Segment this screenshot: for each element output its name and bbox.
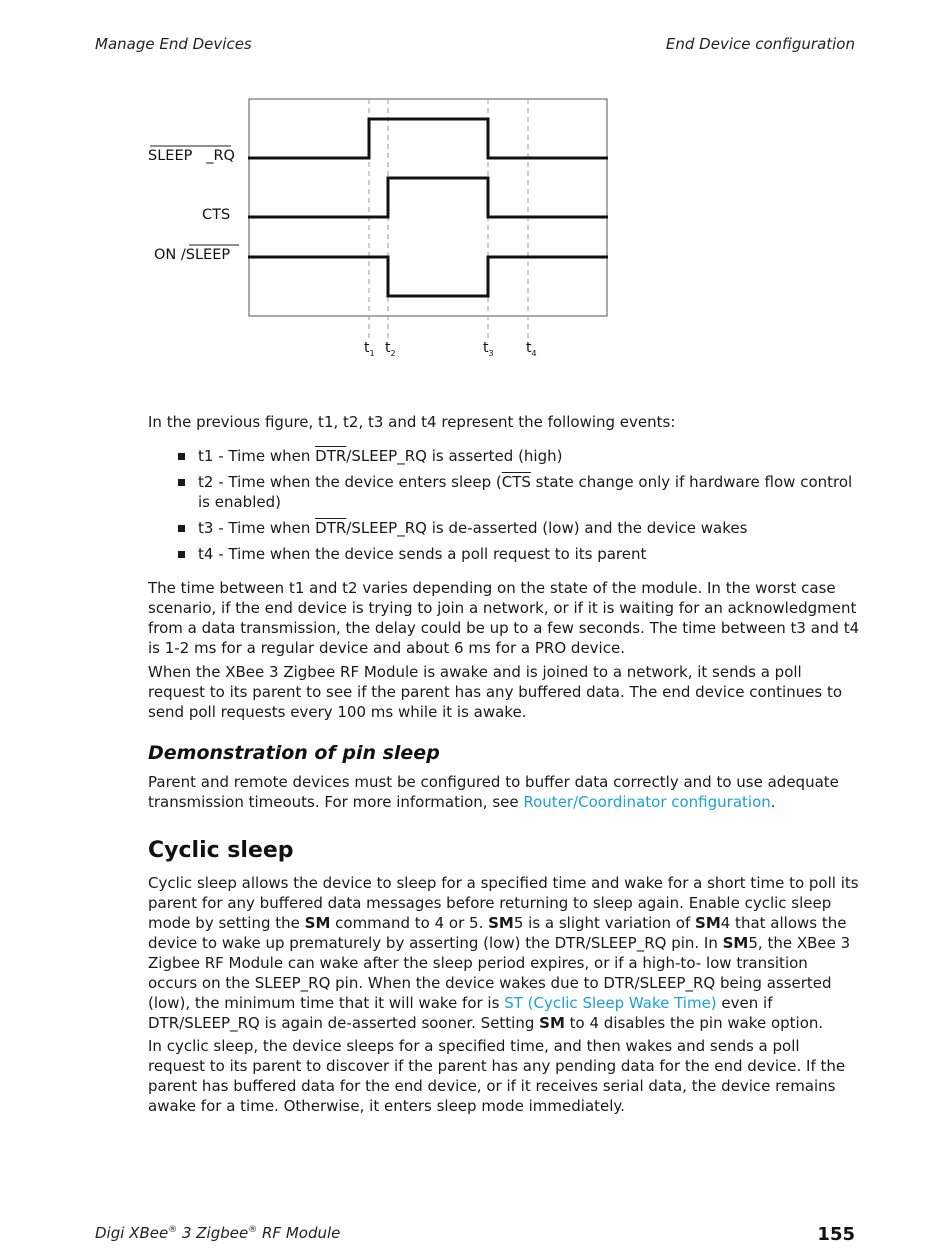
events-intro: In the previous figure, t1, t2, t3 and t4 represent the following events:	[148, 413, 676, 431]
signal-label-sleep-rq: SLEEP _RQ	[148, 148, 235, 164]
timing-explanation-paragraph: The time between t1 and t2 varies depending on the state of the module. In the worst case scenario, if the end device is trying to join a network, or if it is waiting for an acknowledgment from a data transmission, the delay could be up to a few seconds. The time between t3 and t4 is 1-2 ms for a regular device and about 6 ms for a PRO device.	[148, 579, 860, 657]
signal-label-cts: CTS	[202, 207, 231, 223]
waveform-on-sleep	[248, 257, 608, 296]
list-item: t1 - Time when $\overline{DTR}/SLEEP\_RQ$ is asserted (high)	[148, 446, 860, 466]
section-heading-demonstration: Demonstration of pin sleep	[148, 742, 440, 764]
list-item: t2 - Time when the device enters sleep ($\overline{CTS}$ state change only if hardware flow control is enabled)	[148, 472, 860, 512]
cyclic-sleep-paragraph-1: Cyclic sleep allows the device to sleep for a specified time and wake for a short time to poll its parent for any buffered data messages before returning to sleep again. Enable cyclic sleep mode by setting the SM command to 4 or 5. SM5 is a slight variation of SM4 that allows the device to wake up prematurely by asserting (low) the DTR/SLEEP_RQ pin. In SM5, the XBee 3 Zigbee RF Module can wake after the sleep period expires, or if a high-to- low transition occurs on the SLEEP_RQ pin. When the device wakes due to DTR/SLEEP_RQ being asserted (low), the minimum time that it will wake for is ST (Cyclic Sleep Wake Time) even if DTR/SLEEP_RQ is again de-asserted sooner. Setting SM to 4 disables the pin wake option.	[148, 874, 859, 1032]
waveform-sleep-rq	[248, 119, 608, 158]
waveform-cts	[248, 178, 608, 217]
running-header-chapter: End Device configuration	[665, 35, 855, 53]
footer-product-name: Digi XBee® 3 Zigbee® RF Module	[95, 1224, 341, 1242]
st-cyclic-sleep-wake-time-link[interactable]: ST (Cyclic Sleep Wake Time)	[504, 994, 717, 1012]
marker-label-t2: $t_2$	[385, 340, 396, 358]
timing-diagram-svg	[140, 90, 620, 370]
list-item: t3 - Time when $\overline{DTR}/SLEEP\_RQ$ is de-asserted (low) and the device wakes	[148, 518, 860, 538]
sleep-timing-diagram	[140, 90, 620, 370]
bullet-square-icon	[178, 453, 185, 460]
marker-label-t1: $t_1$	[364, 340, 375, 358]
marker-label-t4: $t_4$	[526, 340, 537, 358]
bullet-square-icon	[178, 479, 185, 486]
events-list	[148, 446, 860, 570]
marker-label-t3: $t_3$	[483, 340, 494, 358]
demonstration-paragraph: Parent and remote devices must be configured to buffer data correctly and to use adequate transmission timeouts. For more information, see Router/Coordinator configuration.	[148, 773, 839, 811]
running-header-section: Manage End Devices	[95, 35, 252, 53]
cyclic-sleep-paragraph-2: In cyclic sleep, the device sleeps for a specified time, and then wakes and sends a poll request to its parent to discover if the parent has any pending data for the end device. If the parent has buffered data for the end device, or if it receives serial data, the device remains awake for a time. Otherwise, it enters sleep mode immediately.	[148, 1037, 846, 1115]
diagram-frame	[249, 99, 607, 316]
poll-request-paragraph: When the XBee 3 Zigbee RF Module is awake and is joined to a network, it sends a poll request to its parent to see if the parent has any buffered data. The end device continues to send poll requests every 100 ms while it is awake.	[148, 663, 843, 721]
list-item: t4 - Time when the device sends a poll request to its parent	[148, 544, 860, 564]
bullet-square-icon	[178, 551, 185, 558]
section-heading-cyclic-sleep: Cyclic sleep	[148, 838, 294, 863]
signal-label-on-sleep: ON /SLEEP	[154, 247, 231, 263]
router-coordinator-link[interactable]: Router/Coordinator configuration	[523, 793, 771, 811]
page-number: 155	[817, 1224, 855, 1245]
bullet-square-icon	[178, 525, 185, 532]
